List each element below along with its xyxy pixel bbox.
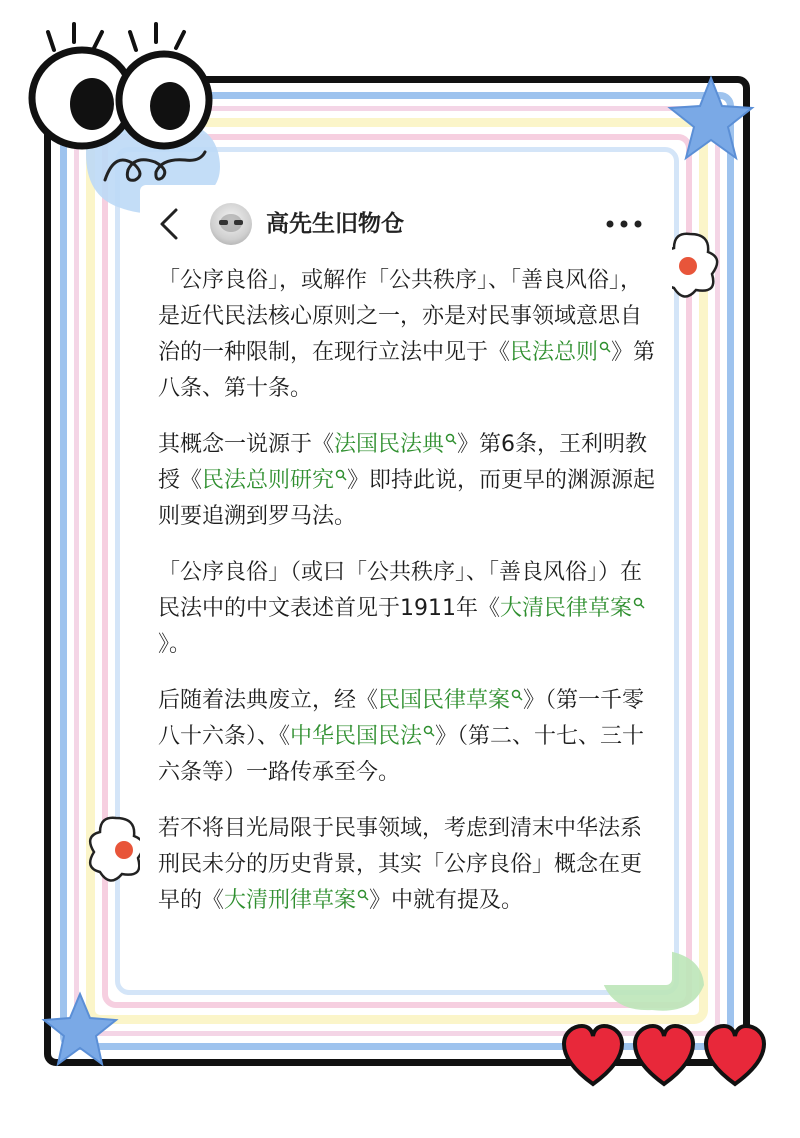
text-span: 》。 bbox=[158, 632, 192, 657]
text-span: 》第八条、第十条。 bbox=[158, 340, 656, 401]
search-icon bbox=[445, 433, 457, 445]
star-icon bbox=[666, 74, 756, 164]
paragraph bbox=[158, 427, 658, 535]
hearts-icon bbox=[560, 1022, 775, 1092]
text-span: 后随着法典废立，经《 bbox=[158, 688, 379, 713]
link-minguo-minlv-caoan[interactable] bbox=[378, 688, 523, 713]
article-card bbox=[140, 185, 672, 985]
link-zhonghua-minguo-minfa[interactable] bbox=[290, 724, 435, 749]
chevron-left-icon bbox=[154, 207, 184, 241]
paragraph bbox=[158, 263, 658, 407]
search-icon bbox=[423, 725, 435, 737]
back-button[interactable] bbox=[154, 207, 184, 241]
text-span: 》（第二、十七、三十六条等）一路传承至今。 bbox=[158, 724, 645, 785]
link-text: 大清刑律草案 bbox=[224, 888, 357, 913]
star-icon-bottom bbox=[40, 990, 120, 1070]
link-text: 民法总则研究 bbox=[202, 468, 335, 493]
article-body bbox=[158, 263, 658, 939]
text-span: 》即持此说，而更早的渊源源起则要追溯到罗马法。 bbox=[158, 468, 656, 529]
search-icon bbox=[357, 889, 369, 901]
flower-icon-left bbox=[84, 812, 148, 892]
paragraph bbox=[158, 683, 658, 791]
link-text: 大清民律草案 bbox=[500, 596, 633, 621]
link-text: 民法总则 bbox=[510, 340, 599, 365]
search-icon bbox=[511, 689, 523, 701]
paragraph bbox=[158, 555, 658, 663]
link-faguo-minfadian[interactable] bbox=[334, 432, 457, 457]
avatar[interactable] bbox=[210, 203, 252, 245]
link-daqing-xinglv-caoan[interactable] bbox=[224, 888, 369, 913]
link-daqing-minlv-caoan[interactable] bbox=[500, 596, 645, 621]
text-span: 》中就有提及。 bbox=[369, 888, 524, 913]
paragraph bbox=[158, 811, 658, 919]
top-bar bbox=[140, 185, 672, 263]
link-text: 民国民律草案 bbox=[378, 688, 511, 713]
text-span: 「公序良俗」（或曰「公共秩序」、「善良风俗」）在民法中的中文表述首见于1911年《 bbox=[158, 560, 643, 621]
avatar-icon bbox=[210, 203, 252, 245]
text-span: 》（第一千零八十六条）、《 bbox=[158, 688, 645, 749]
text-span: 若不将目光局限于民事领域，考虑到清末中华法系刑民未分的历史背景，其实「公序良俗」概念在更早的《 bbox=[158, 816, 643, 913]
more-dots-icon bbox=[602, 209, 646, 239]
link-text: 法国民法典 bbox=[334, 432, 445, 457]
search-icon bbox=[599, 341, 611, 353]
text-span: 其概念一说源于《 bbox=[158, 432, 335, 457]
text-span: 「公序良俗」，或解作「公共秩序」、「善良风俗」，是近代民法核心原则之一，亦是对民事领域意思自治的一种限制，在现行立法中见于《 bbox=[158, 268, 643, 365]
link-minfa-zongze-yanjiu[interactable] bbox=[202, 468, 347, 493]
search-icon bbox=[335, 469, 347, 481]
eyes-icon bbox=[24, 20, 214, 150]
link-text: 中华民国民法 bbox=[290, 724, 423, 749]
text-span: 》第6条，王利明教授《 bbox=[158, 432, 648, 493]
account-name[interactable]: 高先生旧物仓 bbox=[266, 211, 404, 237]
search-icon bbox=[633, 597, 645, 609]
more-button[interactable] bbox=[602, 209, 646, 239]
link-minfa-zongze[interactable] bbox=[510, 340, 611, 365]
